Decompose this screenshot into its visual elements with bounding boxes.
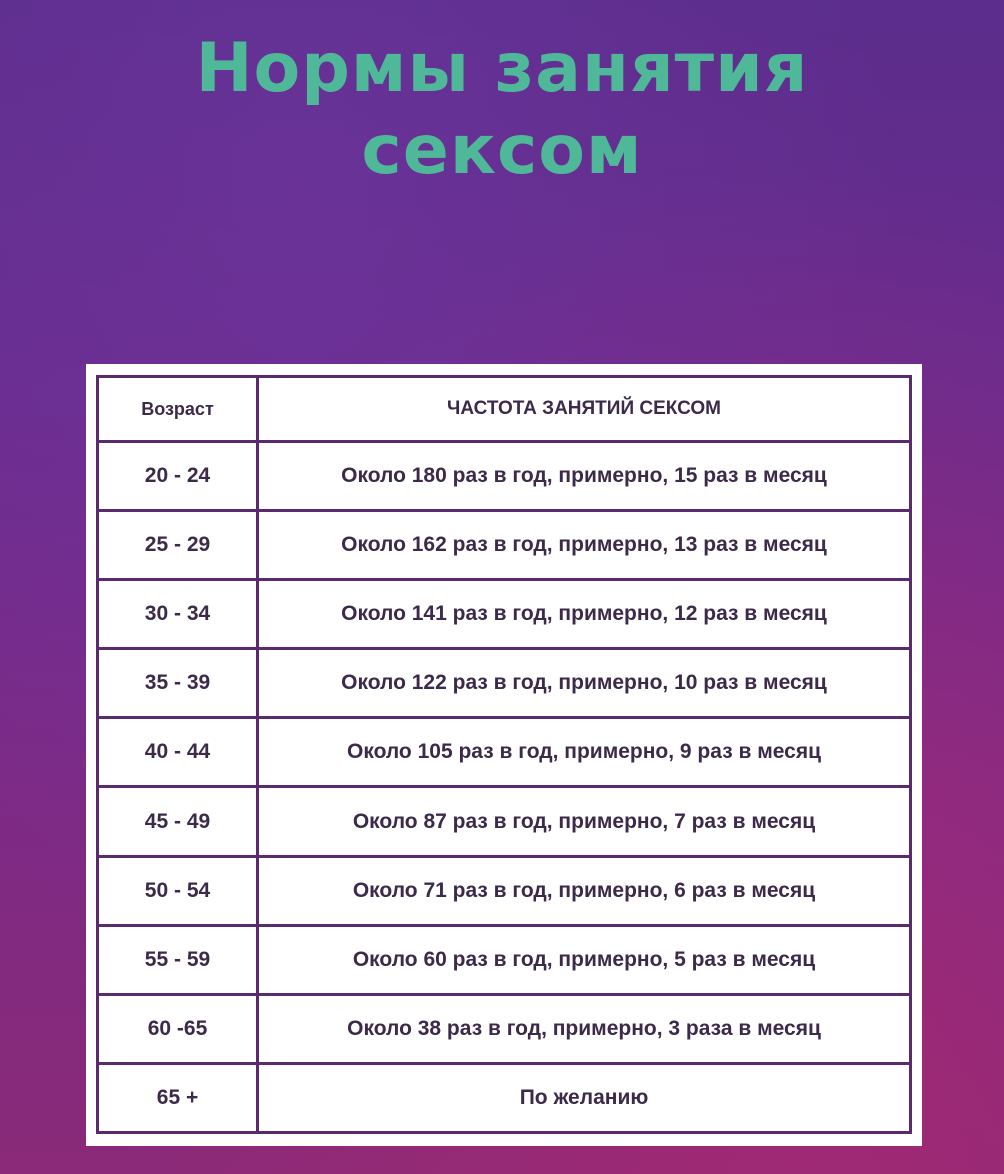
norms-table-card [86, 364, 922, 1146]
cell-frequency: Около 141 раз в год, примерно, 12 раз в месяц [258, 580, 911, 649]
page-title [0, 28, 1004, 192]
cell-age: 60 -65 [98, 994, 258, 1063]
cell-frequency: По желанию [258, 1063, 911, 1132]
table-row [98, 994, 911, 1063]
title-line-2: сексом [361, 111, 643, 190]
cell-age: 50 - 54 [98, 856, 258, 925]
table-row [98, 580, 911, 649]
cell-age: 55 - 59 [98, 925, 258, 994]
header-age: Возраст [98, 377, 258, 442]
norms-table [96, 375, 912, 1134]
table-header-row [98, 377, 911, 442]
table-row [98, 856, 911, 925]
cell-age: 45 - 49 [98, 787, 258, 856]
table-row [98, 442, 911, 511]
title-line-1: Нормы занятия [195, 29, 809, 108]
table-row [98, 718, 911, 787]
table-row [98, 511, 911, 580]
cell-frequency: Около 122 раз в год, примерно, 10 раз в месяц [258, 649, 911, 718]
cell-frequency: Около 105 раз в год, примерно, 9 раз в месяц [258, 718, 911, 787]
cell-age: 30 - 34 [98, 580, 258, 649]
header-frequency: ЧАСТОТА ЗАНЯТИЙ СЕКСОМ [258, 377, 911, 442]
table-row [98, 649, 911, 718]
cell-frequency: Около 87 раз в год, примерно, 7 раз в месяц [258, 787, 911, 856]
cell-frequency: Около 71 раз в год, примерно, 6 раз в месяц [258, 856, 911, 925]
table-row [98, 787, 911, 856]
table-row [98, 925, 911, 994]
cell-age: 25 - 29 [98, 511, 258, 580]
cell-age: 20 - 24 [98, 442, 258, 511]
cell-frequency: Около 60 раз в год, примерно, 5 раз в месяц [258, 925, 911, 994]
cell-frequency: Около 38 раз в год, примерно, 3 раза в месяц [258, 994, 911, 1063]
cell-age: 40 - 44 [98, 718, 258, 787]
table-row [98, 1063, 911, 1132]
cell-age: 35 - 39 [98, 649, 258, 718]
cell-frequency: Около 162 раз в год, примерно, 13 раз в месяц [258, 511, 911, 580]
cell-frequency: Около 180 раз в год, примерно, 15 раз в месяц [258, 442, 911, 511]
cell-age: 65 + [98, 1063, 258, 1132]
